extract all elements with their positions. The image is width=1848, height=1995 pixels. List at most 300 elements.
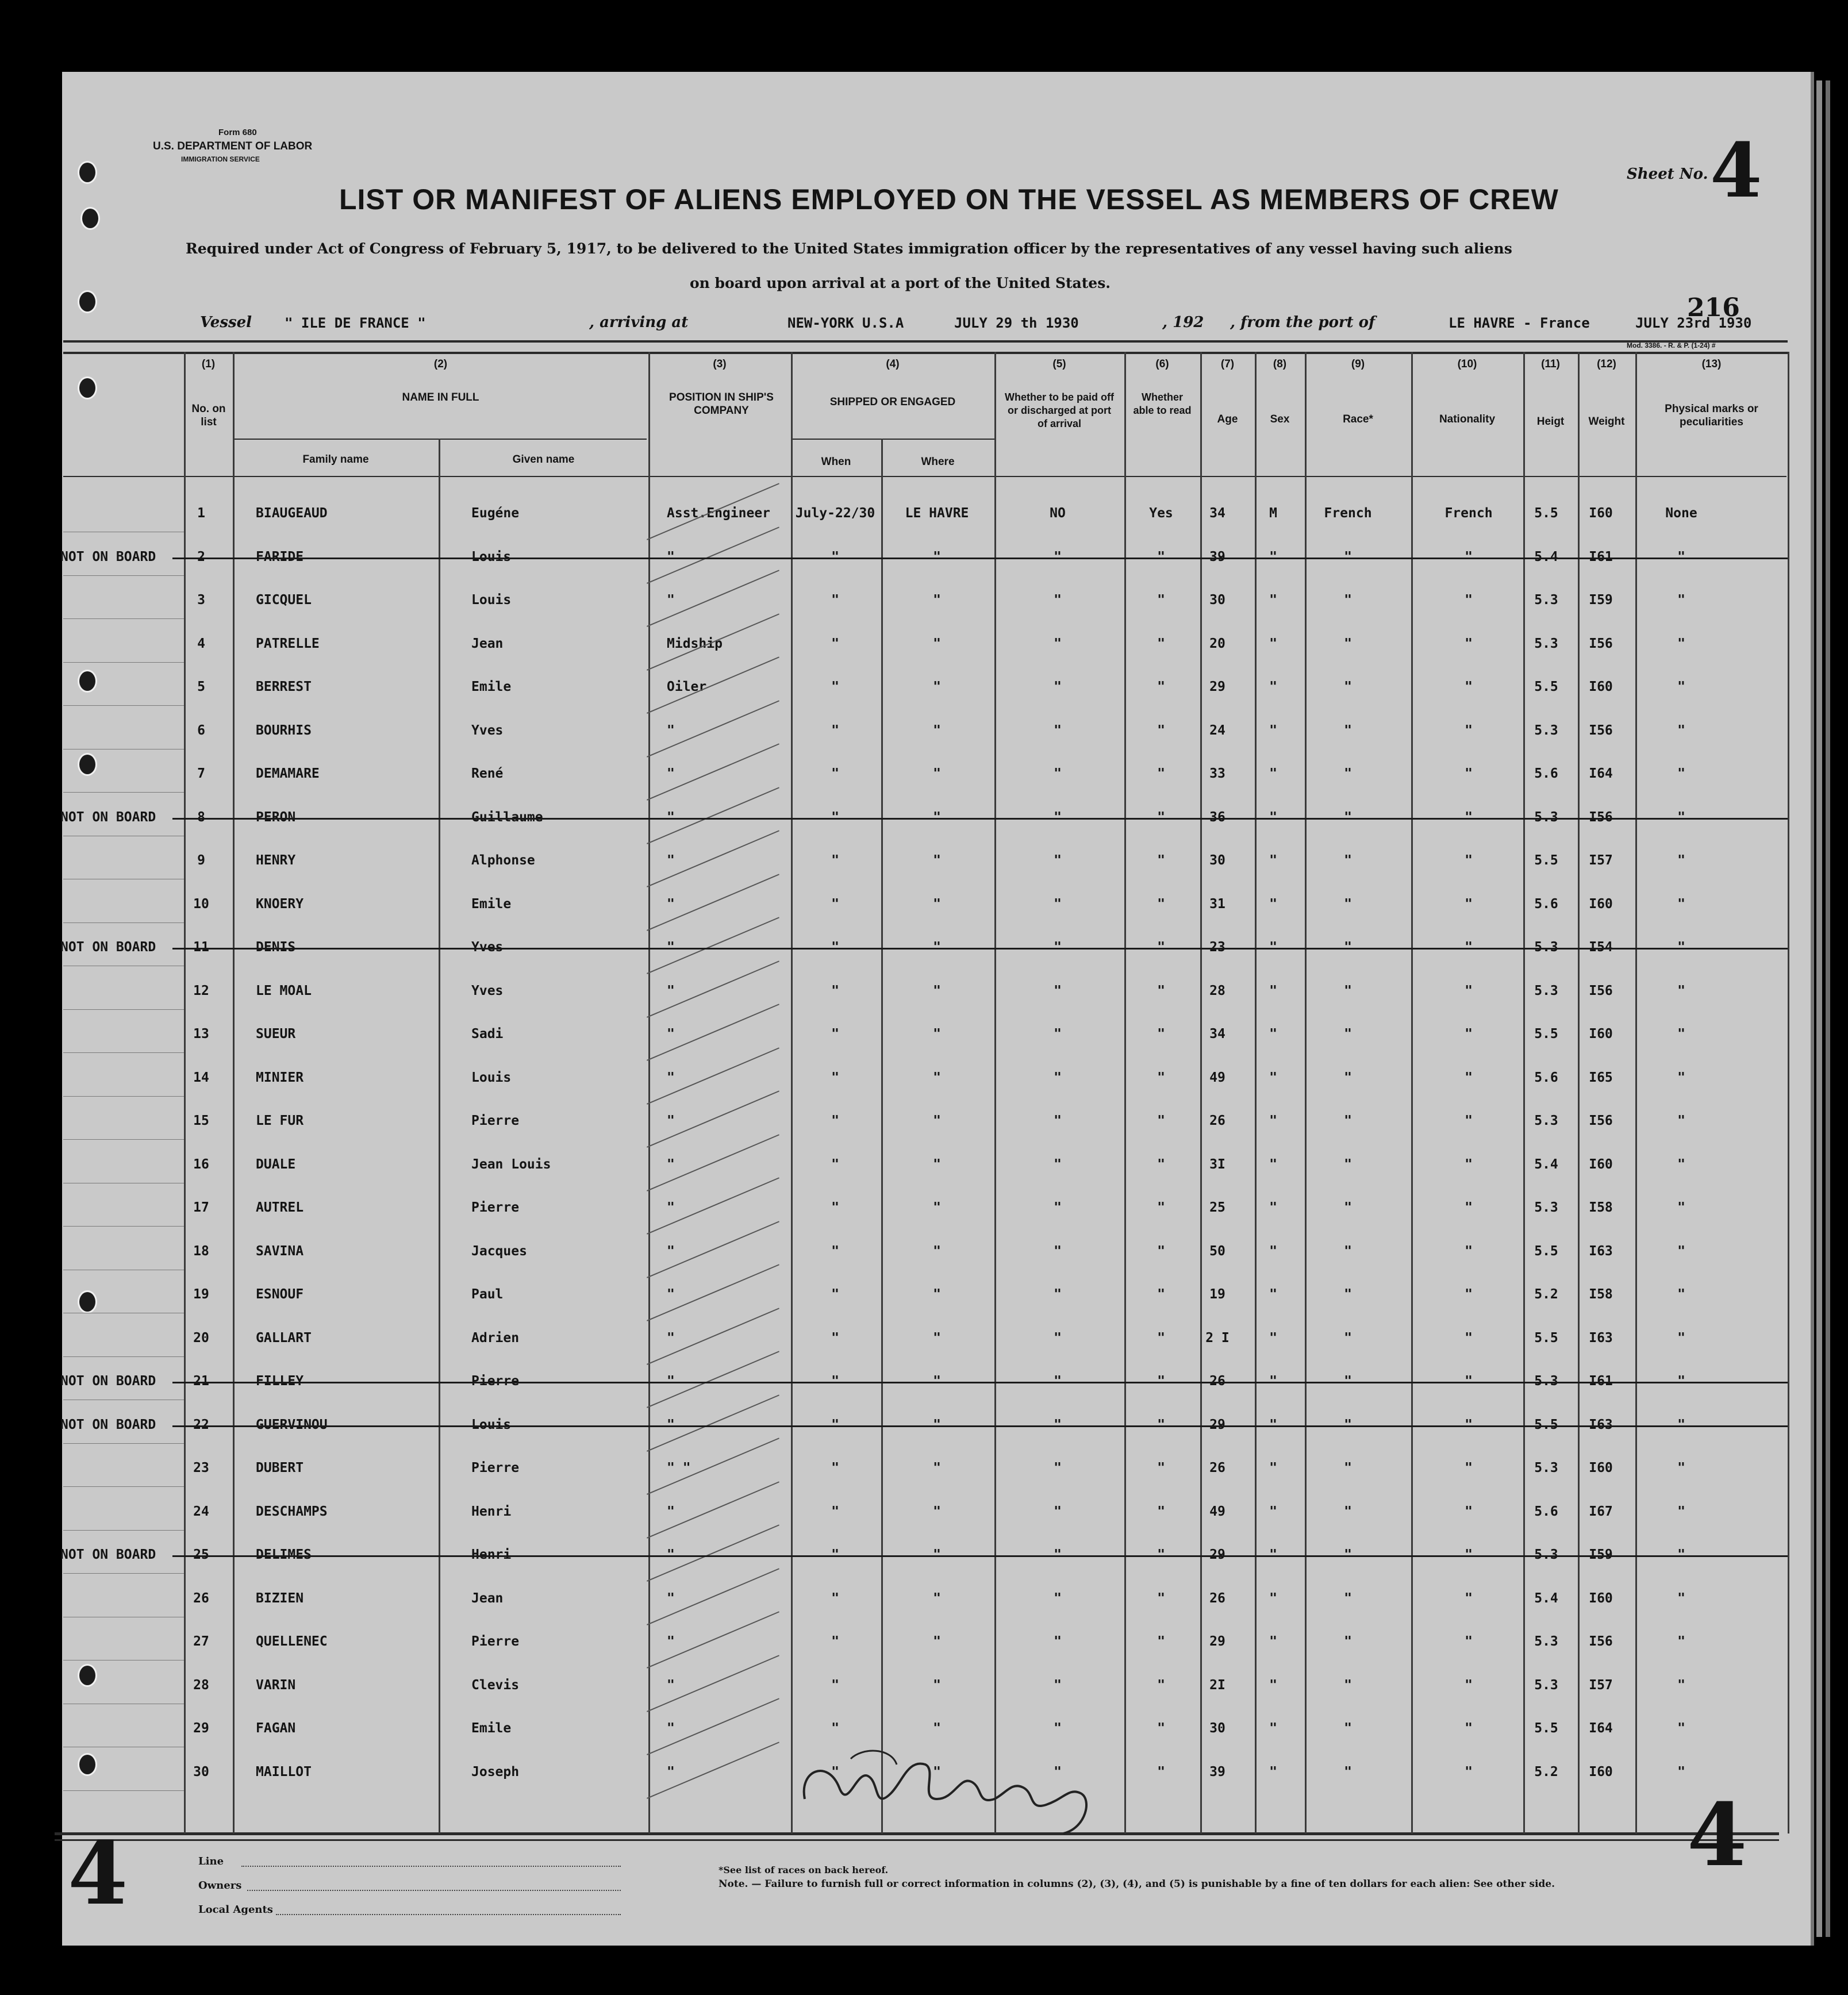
height-cell: 5.5 [1534,1027,1558,1041]
rule [63,352,1788,354]
physical-marks-cell: " [1677,1330,1685,1346]
shipped-when-cell: " [831,1764,839,1779]
row-number-cell: 1 [197,506,205,521]
position-cell: " [667,1764,675,1779]
ledger-rule [63,1443,184,1444]
age-cell: 31 [1209,896,1225,912]
shipped-where-cell: " [933,1287,941,1302]
physical-marks-cell: " [1677,853,1685,868]
position-cell: " [667,722,675,738]
shipped-where-cell: " [933,1460,941,1475]
height-cell: 5.5 [1534,853,1558,868]
height-cell: 5.3 [1534,722,1558,738]
position-cell: " " [667,1460,691,1475]
height-cell: 5.5 [1534,506,1558,521]
given-name-cell: Jacques [471,1243,527,1259]
shipped-when-cell: " [831,1200,839,1215]
able-to-read-cell: " [1157,1504,1165,1519]
family-name-cell: PATRELLE [256,636,320,651]
paid-off-cell: " [1054,1677,1062,1693]
age-cell: 30 [1209,853,1225,868]
physical-marks-cell: " [1677,1590,1685,1606]
ledger-rule [63,1052,184,1053]
race-cell: " [1344,593,1352,608]
physical-marks-cell: " [1677,940,1685,955]
column-divider [994,352,996,1833]
column-divider [1578,352,1580,1833]
height-cell: 5.4 [1534,1590,1558,1606]
shipped-when-cell: " [831,636,839,651]
family-name-cell: ESNOUF [256,1287,304,1302]
position-cell: " [667,940,675,955]
race-cell: " [1344,549,1352,564]
shipped-where-cell: " [933,809,941,825]
able-to-read-cell: " [1157,983,1165,998]
departure-date: JULY 23rd 1930 [1635,315,1752,331]
column-header-when: When [821,456,851,468]
family-name-cell: SUEUR [256,1027,296,1041]
race-cell: " [1344,1374,1352,1389]
race-cell: " [1344,1634,1352,1649]
nationality-cell: " [1465,1417,1473,1432]
height-cell: 5.2 [1534,1287,1558,1302]
paid-off-cell: " [1054,1634,1062,1649]
able-to-read-cell: " [1157,940,1165,955]
paid-off-cell: " [1054,549,1062,564]
column-header-family: Family name [302,453,369,466]
departure-port: LE HAVRE - France [1449,315,1590,331]
column-header-read: Whether able to read [1133,391,1192,416]
age-cell: 19 [1209,1287,1225,1302]
nationality-cell: " [1465,636,1473,651]
height-cell: 5.3 [1534,940,1558,955]
nationality-cell: " [1465,1460,1473,1475]
able-to-read-cell: " [1157,1590,1165,1606]
strike-through-line [172,1555,1788,1557]
row-number-cell: 13 [193,1027,209,1041]
age-cell: 28 [1209,983,1225,998]
sex-cell: " [1269,636,1277,651]
physical-marks-cell: " [1677,1113,1685,1128]
family-name-cell: BERREST [256,679,312,694]
shipped-where-cell: " [933,1721,941,1736]
height-cell: 5.5 [1534,1330,1558,1346]
height-cell: 5.6 [1534,1504,1558,1519]
paid-off-cell: " [1054,636,1062,651]
column-number: (8) [1273,358,1287,370]
given-name-cell: Pierre [471,1634,520,1649]
physical-marks-cell: " [1677,1417,1685,1432]
ledger-rule [63,1139,184,1140]
age-cell: 23 [1209,940,1225,955]
able-to-read-cell: " [1157,1243,1165,1259]
punch-hole [78,290,97,313]
weight-cell: I65 [1589,1070,1613,1085]
race-cell: " [1344,1721,1352,1736]
column-header-position: POSITION IN SHIP'S COMPANY [669,391,774,417]
shipped-where-cell: " [933,1113,941,1128]
shipped-where-cell: " [933,1200,941,1215]
sex-cell: " [1269,1374,1277,1389]
fill-line [241,1866,621,1867]
race-cell: " [1344,1547,1352,1562]
able-to-read-cell: " [1157,766,1165,781]
family-name-cell: DENIS [256,940,296,955]
given-name-cell: Jean Louis [471,1156,551,1172]
rule [63,340,1788,343]
family-name-cell: MINIER [256,1070,304,1085]
shipped-where-cell: " [933,593,941,608]
shipped-when-cell: " [831,722,839,738]
row-number-cell: 4 [197,636,205,651]
physical-marks-cell: " [1677,1547,1685,1562]
nationality-cell: " [1465,1070,1473,1085]
height-cell: 5.3 [1534,1200,1558,1215]
nationality-cell: " [1465,1590,1473,1606]
ledger-rule [63,922,184,923]
height-cell: 5.3 [1534,1677,1558,1693]
given-name-cell: Guillaume [471,809,543,825]
physical-marks-cell: " [1677,1634,1685,1649]
position-cell: Oiler [667,679,707,694]
height-cell: 5.6 [1534,896,1558,912]
given-name-cell: Joseph [471,1764,520,1779]
height-cell: 5.3 [1534,983,1558,998]
shipped-when-cell: " [831,1027,839,1041]
family-name-cell: DEMAMARE [256,766,320,781]
shipped-where-cell: " [933,1677,941,1693]
family-name-cell: MAILLOT [256,1764,312,1779]
paid-off-cell: " [1054,1721,1062,1736]
column-header-given: Given name [512,453,575,466]
able-to-read-cell: " [1157,1027,1165,1041]
nationality-cell: " [1465,1547,1473,1562]
weight-cell: I61 [1589,549,1613,564]
family-name-cell: HENRY [256,853,296,868]
able-to-read-cell: " [1157,1070,1165,1085]
given-name-cell: Sadi [471,1027,504,1041]
shipped-where-cell: " [933,940,941,955]
height-cell: 5.6 [1534,1070,1558,1085]
page-number: 216 [1687,293,1740,322]
ledger-rule [63,662,184,663]
shipped-when-cell: " [831,1417,839,1432]
given-name-cell: Yves [471,983,504,998]
able-to-read-cell: " [1157,636,1165,651]
paid-off-cell: " [1054,940,1062,955]
position-cell: " [667,1200,675,1215]
race-cell: " [1344,809,1352,825]
shipped-where-cell: " [933,722,941,738]
able-to-read-cell: " [1157,853,1165,868]
arrival-date: JULY 29 th 1930 [954,315,1079,331]
physical-marks-cell: " [1677,1764,1685,1779]
paid-off-cell: " [1054,1764,1062,1779]
shipped-when-cell: " [831,1070,839,1085]
race-cell: " [1344,1764,1352,1779]
weight-cell: I56 [1589,636,1613,651]
family-name-cell: FARIDE [256,549,304,564]
row-number-cell: 19 [193,1287,209,1302]
physical-marks-cell: " [1677,1156,1685,1172]
physical-marks-cell: " [1677,1677,1685,1693]
paid-off-cell: " [1054,853,1062,868]
family-name-cell: SAVINA [256,1243,304,1259]
column-header-height: Heigt [1536,416,1565,428]
weight-cell: I60 [1589,679,1613,694]
position-cell: " [667,1721,675,1736]
column-divider [648,352,650,1833]
strike-through-line [172,1425,1788,1427]
shipped-when-cell: " [831,1590,839,1606]
age-cell: 25 [1209,1200,1225,1215]
column-divider [1788,352,1789,1833]
given-name-cell: René [471,766,504,781]
shipped-where-cell: " [933,896,941,912]
paid-off-cell: " [1054,1243,1062,1259]
position-cell: " [667,896,675,912]
race-cell: " [1344,1113,1352,1128]
sex-cell: " [1269,593,1277,608]
paid-off-cell: " [1054,1547,1062,1562]
nationality-cell: " [1465,1374,1473,1389]
able-to-read-cell: " [1157,1417,1165,1432]
column-number: (5) [1052,358,1066,370]
races-note: *See list of races on back hereof. [719,1865,889,1875]
shipped-when-cell: " [831,1330,839,1346]
race-cell: " [1344,766,1352,781]
sex-cell: " [1269,983,1277,998]
age-cell: 26 [1209,1590,1225,1606]
shipped-where-cell: " [933,1330,941,1346]
sex-cell: " [1269,1200,1277,1215]
given-name-cell: Eugéne [471,506,520,521]
age-cell: 2I [1209,1677,1225,1693]
physical-marks-cell: " [1677,549,1685,564]
age-cell: 49 [1209,1504,1225,1519]
age-cell: 39 [1209,549,1225,564]
family-name-cell: GALLART [256,1330,312,1346]
row-number-cell: 23 [193,1460,209,1475]
shipped-where-cell: " [933,1504,941,1519]
race-cell: " [1344,1417,1352,1432]
shipped-when-cell: " [831,1547,839,1562]
shipped-when-cell: " [831,593,839,608]
age-cell: 33 [1209,766,1225,781]
not-on-board-note: NOT ON BOARD [60,1374,156,1389]
height-cell: 5.3 [1534,1460,1558,1475]
sex-cell: " [1269,1460,1277,1475]
given-name-cell: Clevis [471,1677,520,1693]
column-divider [1124,352,1126,1833]
weight-cell: I63 [1589,1243,1613,1259]
paid-off-cell: " [1054,722,1062,738]
punch-hole [78,161,97,184]
weight-cell: I60 [1589,896,1613,912]
height-cell: 5.5 [1534,1417,1558,1432]
physical-marks-cell: " [1677,1504,1685,1519]
shipped-when-cell: " [831,1287,839,1302]
shipped-where-cell: " [933,679,941,694]
paid-off-cell: " [1054,809,1062,825]
race-cell: " [1344,983,1352,998]
form-number: Form 680 [218,128,257,137]
weight-cell: I56 [1589,1113,1613,1128]
strike-through-line [172,1382,1788,1383]
physical-marks-cell: " [1677,1460,1685,1475]
row-number-cell: 12 [193,983,209,998]
paid-off-cell: " [1054,983,1062,998]
family-name-cell: DUBERT [256,1460,304,1475]
sex-cell: " [1269,1156,1277,1172]
nationality-cell: " [1465,1677,1473,1693]
paid-off-cell: " [1054,1070,1062,1085]
column-number: (7) [1220,358,1235,370]
position-cell: " [667,549,675,564]
age-cell: 34 [1209,506,1225,521]
weight-cell: I63 [1589,1417,1613,1432]
row-number-cell: 18 [193,1243,209,1259]
shipped-when-cell: " [831,940,839,955]
able-to-read-cell: " [1157,1156,1165,1172]
weight-cell: I64 [1589,766,1613,781]
row-number-cell: 15 [193,1113,209,1128]
family-name-cell: GICQUEL [256,593,312,608]
position-cell: " [667,593,675,608]
physical-marks-cell: " [1677,896,1685,912]
shipped-when-cell: " [831,983,839,998]
able-to-read-cell: " [1157,1330,1165,1346]
height-cell: 5.4 [1534,1156,1558,1172]
arrival-port: NEW-YORK U.S.A [787,315,904,331]
column-number: (3) [713,358,727,370]
height-cell: 5.3 [1534,636,1558,651]
punch-hole [78,753,97,776]
row-number-cell: 5 [197,679,205,694]
weight-cell: I56 [1589,1634,1613,1649]
row-number-cell: 6 [197,722,205,738]
able-to-read-cell: " [1157,896,1165,912]
shipped-when-cell: " [831,549,839,564]
sex-cell: M [1269,506,1277,521]
not-on-board-note: NOT ON BOARD [60,549,156,564]
ledger-rule [63,1530,184,1531]
sex-cell: " [1269,1677,1277,1693]
shipped-where-cell: " [933,1374,941,1389]
column-divider [791,352,793,1833]
nationality-cell: " [1465,1634,1473,1649]
column-number: (10) [1457,358,1477,370]
column-header-nationality: Nationality [1439,413,1496,425]
position-cell: " [667,1504,675,1519]
ledger-rule [63,618,184,619]
row-number-cell: 22 [193,1417,209,1432]
penalty-note: Note. — Failure to furnish full or correct information in columns (2), (3), (4), and (5) is punishable by a fine of ten dollars for each alien: See other side. [719,1878,1555,1890]
paid-off-cell: " [1054,1590,1062,1606]
row-number-cell: 9 [197,853,205,868]
family-name-cell: LE FUR [256,1113,304,1128]
row-number-cell: 24 [193,1504,209,1519]
position-cell: Asst.Engineer [667,506,771,521]
row-number-cell: 7 [197,766,205,781]
shipped-when-cell: " [831,1504,839,1519]
weight-cell: I60 [1589,1764,1613,1779]
nationality-cell: " [1465,549,1473,564]
row-number-cell: 10 [193,896,209,912]
physical-marks-cell: " [1677,983,1685,998]
age-cell: 29 [1209,1547,1225,1562]
year-label: , 192 [1162,314,1204,331]
race-cell: " [1344,1200,1352,1215]
race-cell: French [1324,506,1372,521]
arriving-label: , arriving at [589,314,689,331]
physical-marks-cell: " [1677,1721,1685,1736]
ledger-rule [63,1009,184,1010]
sex-cell: " [1269,722,1277,738]
paid-off-cell: " [1054,679,1062,694]
weight-cell: I54 [1589,940,1613,955]
race-cell: " [1344,679,1352,694]
paid-off-cell: NO [1050,506,1066,521]
age-cell: 26 [1209,1374,1225,1389]
column-number: (1) [201,358,216,370]
able-to-read-cell: " [1157,1287,1165,1302]
race-cell: " [1344,1504,1352,1519]
column-header-name: NAME IN FULL [402,391,479,403]
position-cell: " [667,766,675,781]
race-cell: " [1344,1070,1352,1085]
paid-off-cell: " [1054,1504,1062,1519]
column-divider [1255,352,1257,1833]
strike-through-line [172,558,1788,559]
column-header-shipped: SHIPPED OR ENGAGED [829,396,956,408]
given-name-cell: Louis [471,1070,512,1085]
shipped-when-cell: July-22/30 [795,506,875,521]
shipped-where-cell: " [933,549,941,564]
paid-off-cell: " [1054,1330,1062,1346]
ledger-rule [63,1356,184,1357]
sex-cell: " [1269,549,1277,564]
given-name-cell: Emile [471,896,512,912]
height-cell: 5.4 [1534,549,1558,564]
race-cell: " [1344,853,1352,868]
shipped-where-cell: " [933,1590,941,1606]
ledger-rule [63,1096,184,1097]
weight-cell: I67 [1589,1504,1613,1519]
fill-line [247,1890,621,1891]
family-name-cell: GUERVINOU [256,1417,328,1432]
race-cell: " [1344,1590,1352,1606]
column-header-race: Race* [1343,413,1373,425]
family-name-cell: QUELLENEC [256,1634,328,1649]
physical-marks-cell: " [1677,809,1685,825]
able-to-read-cell: " [1157,1547,1165,1562]
age-cell: 20 [1209,636,1225,651]
nationality-cell: " [1465,1504,1473,1519]
race-cell: " [1344,1287,1352,1302]
physical-marks-cell: " [1677,766,1685,781]
column-header-marks: Physical marks or peculiarities [1665,403,1758,428]
paid-off-cell: " [1054,1200,1062,1215]
race-cell: " [1344,1027,1352,1041]
owners-label: Owners [198,1879,242,1892]
sex-cell: " [1269,1504,1277,1519]
row-number-cell: 29 [193,1721,209,1736]
weight-cell: I56 [1589,722,1613,738]
height-cell: 5.2 [1534,1764,1558,1779]
physical-marks-cell: " [1677,1374,1685,1389]
position-cell: " [667,853,675,868]
